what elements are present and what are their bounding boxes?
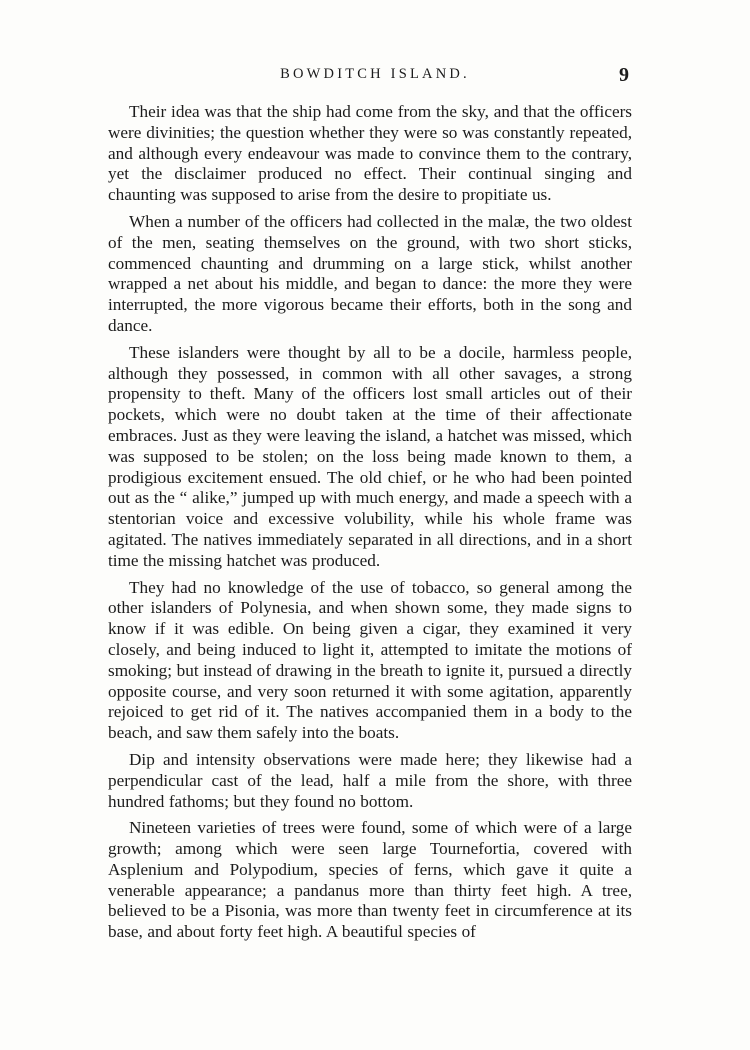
paragraph: Nineteen varieties of trees were found, some of which were of a large growth; among which were seen large Tournefortia, covered with Asplenium and Polypodium, species of ferns, which gave it quite a venerable appearance; a pandanus more than thirty feet high. A tree, believed to be a Pisonia, was more than twenty feet in circumference at its base, and about forty feet high. A beautiful species of — [108, 818, 632, 942]
paragraph: These islanders were thought by all to be a docile, harmless people, although they possessed, in common with all other savages, a strong propensity to theft. Many of the officers lost small articles out of their pockets, which were no doubt taken at the time of their affectionate embraces. Just as they were leaving the island, a hatchet was missed, which was supposed to be stolen; on the loss being made known to them, a prodigious excitement ensued. The old chief, or he who had been pointed out as the “ alike,” jumped up with much energy, and made a speech with a stentorian voice and excessive volubility, while his whole frame was agitated. The natives immediately separated in all directions, and in a short time the missing hatchet was produced. — [108, 342, 632, 570]
running-title: BOWDITCH ISLAND. — [280, 66, 470, 82]
page-number: 9 — [619, 64, 629, 86]
body-text — [108, 102, 632, 949]
paragraph: Dip and intensity observations were made here; they likewise had a perpendicular cast of the lead, half a mile from the shore, with three hundred fathoms; but they found no bottom. — [108, 749, 632, 811]
paragraph: Their idea was that the ship had come from the sky, and that the officers were divinities; the question whether they were so was constantly repeated, and although every endeavour was made to convince them to the contrary, yet the disclaimer produced no effect. Their continual singing and chaunting was supposed to arise from the desire to propitiate us. — [108, 102, 632, 205]
running-head — [0, 64, 750, 88]
paragraph: When a number of the officers had collected in the malæ, the two oldest of the men, seating themselves on the ground, with two short sticks, commenced chaunting and drumming on a large stick, whilst another wrapped a net about his middle, and began to dance: the more they were interrupted, the more vigorous became their efforts, both in the song and dance. — [108, 211, 632, 335]
paragraph: They had no knowledge of the use of tobacco, so general among the other islanders of Polynesia, and when shown some, they made signs to know if it was edible. On being given a cigar, they examined it very closely, and being induced to light it, attempted to imitate the motions of smoking; but instead of drawing in the breath to ignite it, pursued a directly opposite course, and very soon returned it with some agitation, apparently rejoiced to get rid of it. The natives accompanied them in a body to the beach, and saw them safely into the boats. — [108, 577, 632, 743]
